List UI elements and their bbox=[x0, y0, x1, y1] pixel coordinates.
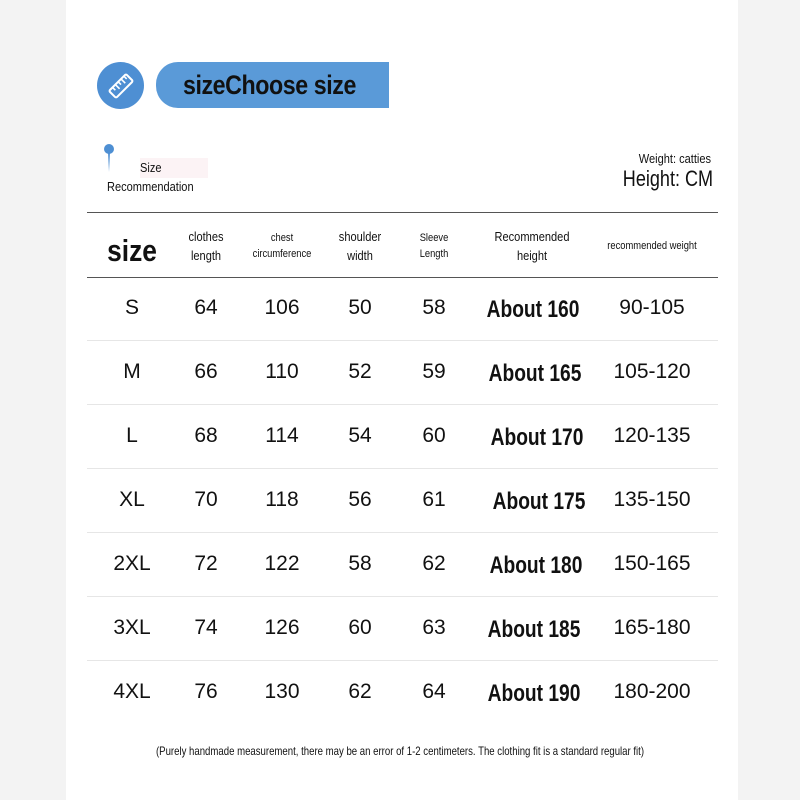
clothes-length-cell: 70 bbox=[194, 488, 218, 511]
recommended-weight-cell: 165-180 bbox=[613, 616, 691, 639]
size-cell: L bbox=[126, 424, 138, 447]
row-divider bbox=[87, 340, 718, 341]
clothes-length-cell: 74 bbox=[194, 616, 218, 639]
size-cell: 2XL bbox=[113, 552, 151, 575]
table-top-rule bbox=[87, 212, 718, 213]
sleeve-cell: 61 bbox=[422, 488, 446, 511]
size-cell: 3XL bbox=[113, 616, 151, 639]
chest-cell: 118 bbox=[265, 488, 299, 511]
row-divider bbox=[87, 596, 718, 597]
sleeve-cell: 60 bbox=[422, 424, 446, 447]
recommended-weight-cell: 135-150 bbox=[613, 488, 691, 511]
recommended-height-cell: About 160 bbox=[486, 296, 580, 323]
recommended-weight-cell: 120-135 bbox=[613, 424, 691, 447]
recommendation-label: Recommendation bbox=[107, 179, 194, 194]
height-unit-label: Height: CM bbox=[622, 166, 713, 191]
recommended-weight-cell: 150-165 bbox=[613, 552, 691, 575]
col-header-clothes-length: clothes length bbox=[188, 229, 224, 263]
shoulder-cell: 62 bbox=[348, 680, 372, 703]
shoulder-cell: 60 bbox=[348, 616, 372, 639]
recommendation-size-label: Size bbox=[140, 160, 162, 175]
page-title: sizeChoose size bbox=[183, 69, 356, 100]
ruler-icon bbox=[97, 62, 144, 109]
col-header-shoulder-width: shoulder width bbox=[338, 229, 382, 263]
row-divider bbox=[87, 404, 718, 405]
recommended-height-cell: About 190 bbox=[487, 680, 581, 707]
size-cell: M bbox=[123, 360, 141, 383]
chest-cell: 110 bbox=[265, 360, 299, 383]
recommended-height-cell: About 180 bbox=[489, 552, 583, 579]
sleeve-cell: 59 bbox=[422, 360, 446, 383]
row-divider bbox=[87, 468, 718, 469]
chest-cell: 122 bbox=[264, 552, 300, 575]
bullet-line bbox=[108, 152, 110, 172]
col-header-sleeve-length: Sleeve Length bbox=[419, 232, 449, 260]
row-divider bbox=[87, 660, 718, 661]
clothes-length-cell: 64 bbox=[194, 296, 218, 319]
sleeve-cell: 58 bbox=[422, 296, 446, 319]
shoulder-cell: 50 bbox=[348, 296, 372, 319]
recommended-height-cell: About 175 bbox=[492, 488, 586, 515]
chest-cell: 106 bbox=[264, 296, 300, 319]
recommended-weight-cell: 105-120 bbox=[613, 360, 691, 383]
clothes-length-cell: 66 bbox=[194, 360, 218, 383]
header-bottom-rule bbox=[87, 277, 718, 278]
recommended-height-cell: About 170 bbox=[490, 424, 584, 451]
shoulder-cell: 54 bbox=[348, 424, 372, 447]
recommended-weight-cell: 180-200 bbox=[613, 680, 691, 703]
clothes-length-cell: 72 bbox=[194, 552, 218, 575]
clothes-length-cell: 76 bbox=[194, 680, 218, 703]
size-cell: 4XL bbox=[113, 680, 151, 703]
recommended-weight-cell: 90-105 bbox=[619, 296, 685, 319]
recommended-height-cell: About 165 bbox=[488, 360, 582, 387]
sleeve-cell: 62 bbox=[422, 552, 446, 575]
footnote: (Purely handmade measurement, there may be an error of 1-2 centimeters. The clothing fit is a standard regular fit) bbox=[155, 744, 645, 758]
recommended-height-cell: About 185 bbox=[487, 616, 581, 643]
sleeve-cell: 63 bbox=[422, 616, 446, 639]
clothes-length-cell: 68 bbox=[194, 424, 218, 447]
weight-unit-label: Weight: catties bbox=[638, 151, 711, 166]
shoulder-cell: 52 bbox=[348, 360, 372, 383]
header-title-banner bbox=[156, 62, 389, 108]
chest-cell: 114 bbox=[265, 424, 299, 447]
col-header-chest-circumference: chest circumference bbox=[252, 232, 312, 260]
col-header-size: size bbox=[107, 233, 157, 268]
sleeve-cell: 64 bbox=[422, 680, 446, 703]
chest-cell: 130 bbox=[264, 680, 300, 703]
size-cell: XL bbox=[119, 488, 145, 511]
col-header-recommended-height: Recommended height bbox=[494, 229, 570, 263]
col-header-recommended-weight: recommended weight bbox=[607, 240, 697, 252]
chest-cell: 126 bbox=[264, 616, 300, 639]
shoulder-cell: 56 bbox=[348, 488, 372, 511]
size-cell: S bbox=[124, 296, 140, 319]
shoulder-cell: 58 bbox=[348, 552, 372, 575]
row-divider bbox=[87, 532, 718, 533]
